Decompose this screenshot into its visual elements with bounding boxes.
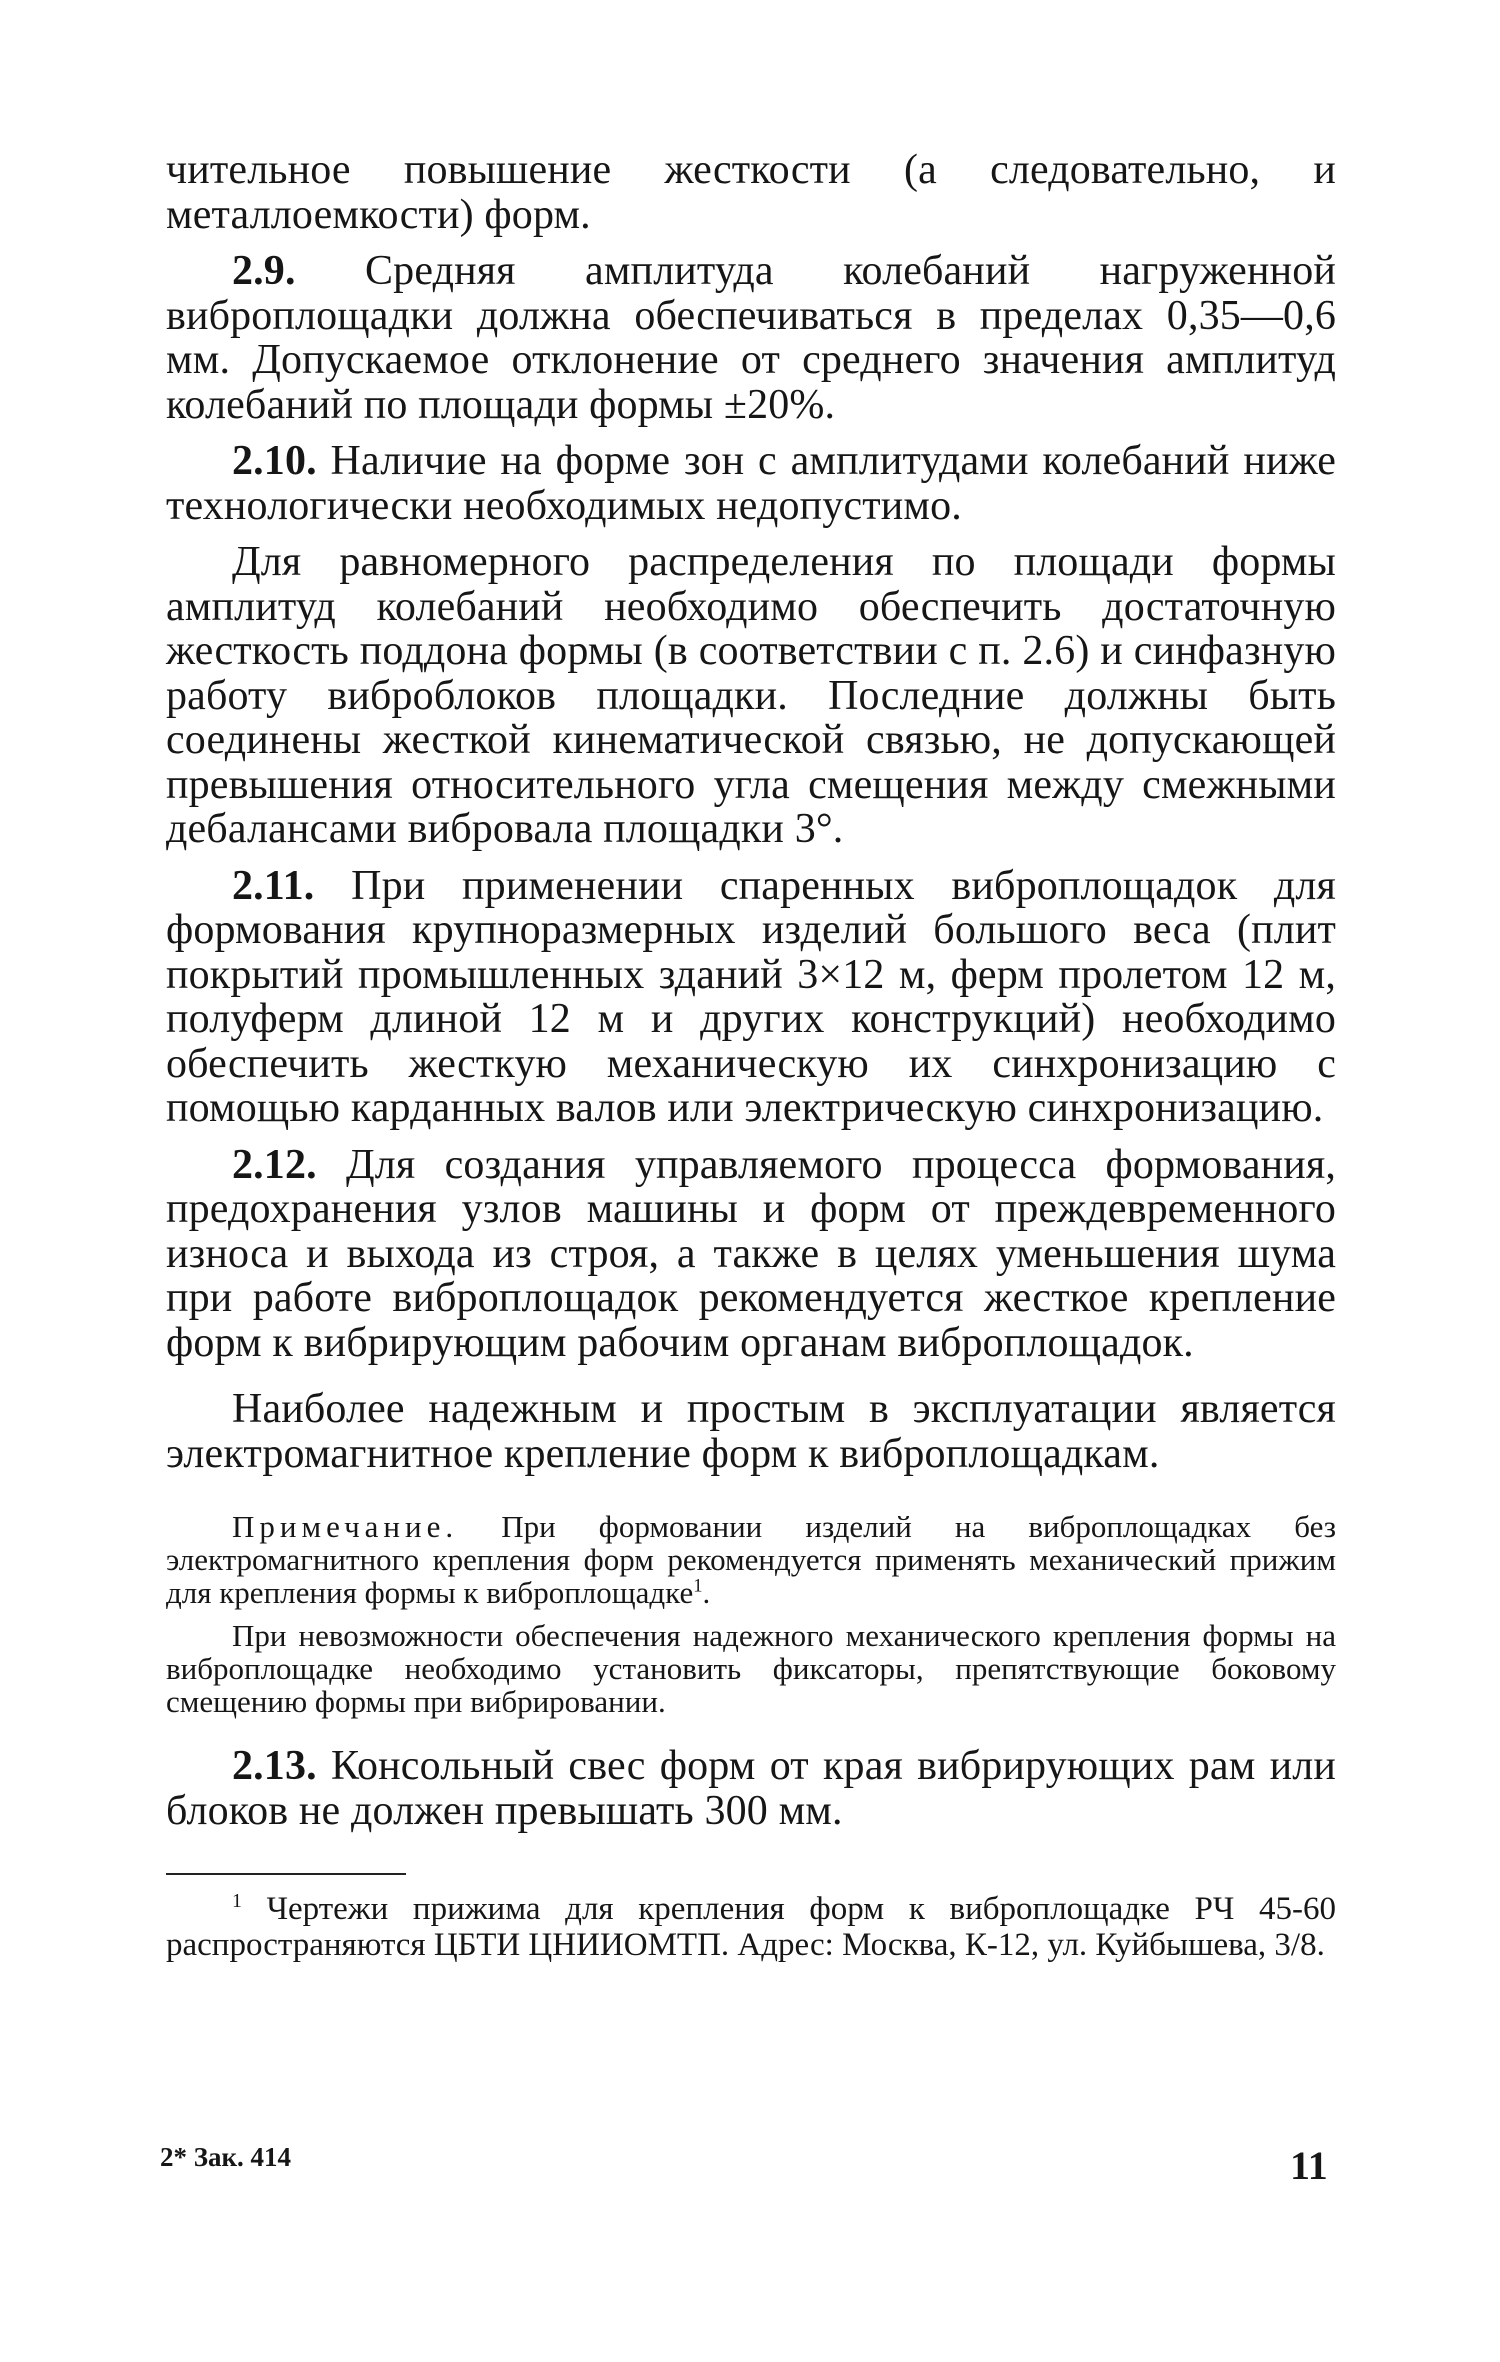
footnote-text: Чертежи прижима для крепления форм к виброплощадке РЧ 45-60 распространяются ЦБТИ ЦНИИОМТП. Адрес: Москва, К-12, ул. Куйбышева, 3/8. bbox=[166, 1891, 1336, 1963]
note-text: При невозможности обеспечения надежного механического крепления формы на виброплощадке необходимо установить фиксаторы, препятствующие боковому смещению формы при вибрировании. bbox=[166, 1618, 1336, 1719]
footnote bbox=[166, 1891, 1336, 1963]
paragraph bbox=[166, 540, 1336, 852]
print-order-mark: 2* Зак. 414 bbox=[160, 2142, 292, 2172]
clause-number: 2.10. bbox=[232, 438, 317, 484]
clause-text: Консольный свес форм от края вибрирующих рам или блоков не должен превышать 300 мм. bbox=[166, 1743, 1337, 1834]
paragraph-text: чительное повышение жесткости (а следовательно, и металлоемкости) форм. bbox=[166, 147, 1336, 238]
footnote-ref: 1 bbox=[693, 1575, 703, 1597]
paragraph bbox=[166, 1387, 1336, 1476]
footnote-divider bbox=[166, 1873, 406, 1875]
clause-2-12 bbox=[166, 1143, 1336, 1366]
footnote-marker: 1 bbox=[232, 1890, 242, 1912]
clause-2-9 bbox=[166, 249, 1336, 427]
clause-number: 2.13. bbox=[232, 1743, 317, 1789]
clause-text: Наличие на форме зон с амплитудами колебаний ниже технологически необходимых недопустимо. bbox=[166, 438, 1336, 529]
paragraph-continued bbox=[166, 148, 1336, 237]
clause-2-13 bbox=[166, 1744, 1336, 1833]
note-label: Примечание. bbox=[232, 1509, 459, 1544]
paragraph-text: Наиболее надежным и простым в эксплуатации является электромагнитное крепление форм к виброплощадкам. bbox=[166, 1386, 1336, 1477]
note-continued bbox=[166, 1619, 1336, 1718]
clause-text: Средняя амплитуда колебаний нагруженной виброплощадки должна обеспечиваться в пределах 0,35—0,6 мм. Допускаемое отклонение от среднего значения амплитуд колебаний по площади формы ±20%. bbox=[166, 248, 1337, 428]
clause-2-11 bbox=[166, 864, 1336, 1131]
note-text: При формовании изделий на виброплощадках без электромагнитного крепления форм рекомендуется применять механический прижим для крепления формы к виброплощадке bbox=[166, 1509, 1336, 1610]
clause-number: 2.11. bbox=[232, 862, 315, 909]
page-number: 11 bbox=[1290, 2143, 1328, 2188]
paragraph-text: Для равномерного распределения по площади формы амплитуд колебаний необходимо обеспечить достаточную жесткость поддона формы (в соответствии с п. 2.6) и синфазную работу виброблоков площадки. Последние должны быть соединены жесткой кинематической связью, не допускающей превышения относительного угла смещения между смежными дебалансами вибровала площадки 3°. bbox=[166, 539, 1336, 852]
clause-2-10 bbox=[166, 439, 1336, 528]
clause-number: 2.9. bbox=[232, 248, 296, 294]
clause-text: Для создания управляемого процесса формования, предохранения узлов машины и форм от преждевременного износа и выхода из строя, а также в целях уменьшения шума при работе виброплощадок рекомендуется жесткое крепление форм к вибрирующим рабочим органам виброплощадок. bbox=[166, 1141, 1336, 1366]
page-content bbox=[166, 148, 1336, 1963]
clause-text: При применении спаренных виброплощадок для формования крупноразмерных изделий большого веса (плит покрытий промышленных зданий 3×12 м, ферм пролетом 12 м, полуферм длиной 12 м и других конструкций) необходимо обеспечить жесткую механическую их синхронизацию с помощью карданных валов или электрическую синхронизацию. bbox=[166, 862, 1336, 1131]
note bbox=[166, 1510, 1336, 1609]
note-punctuation: . bbox=[702, 1575, 711, 1610]
clause-number: 2.12. bbox=[232, 1141, 317, 1188]
